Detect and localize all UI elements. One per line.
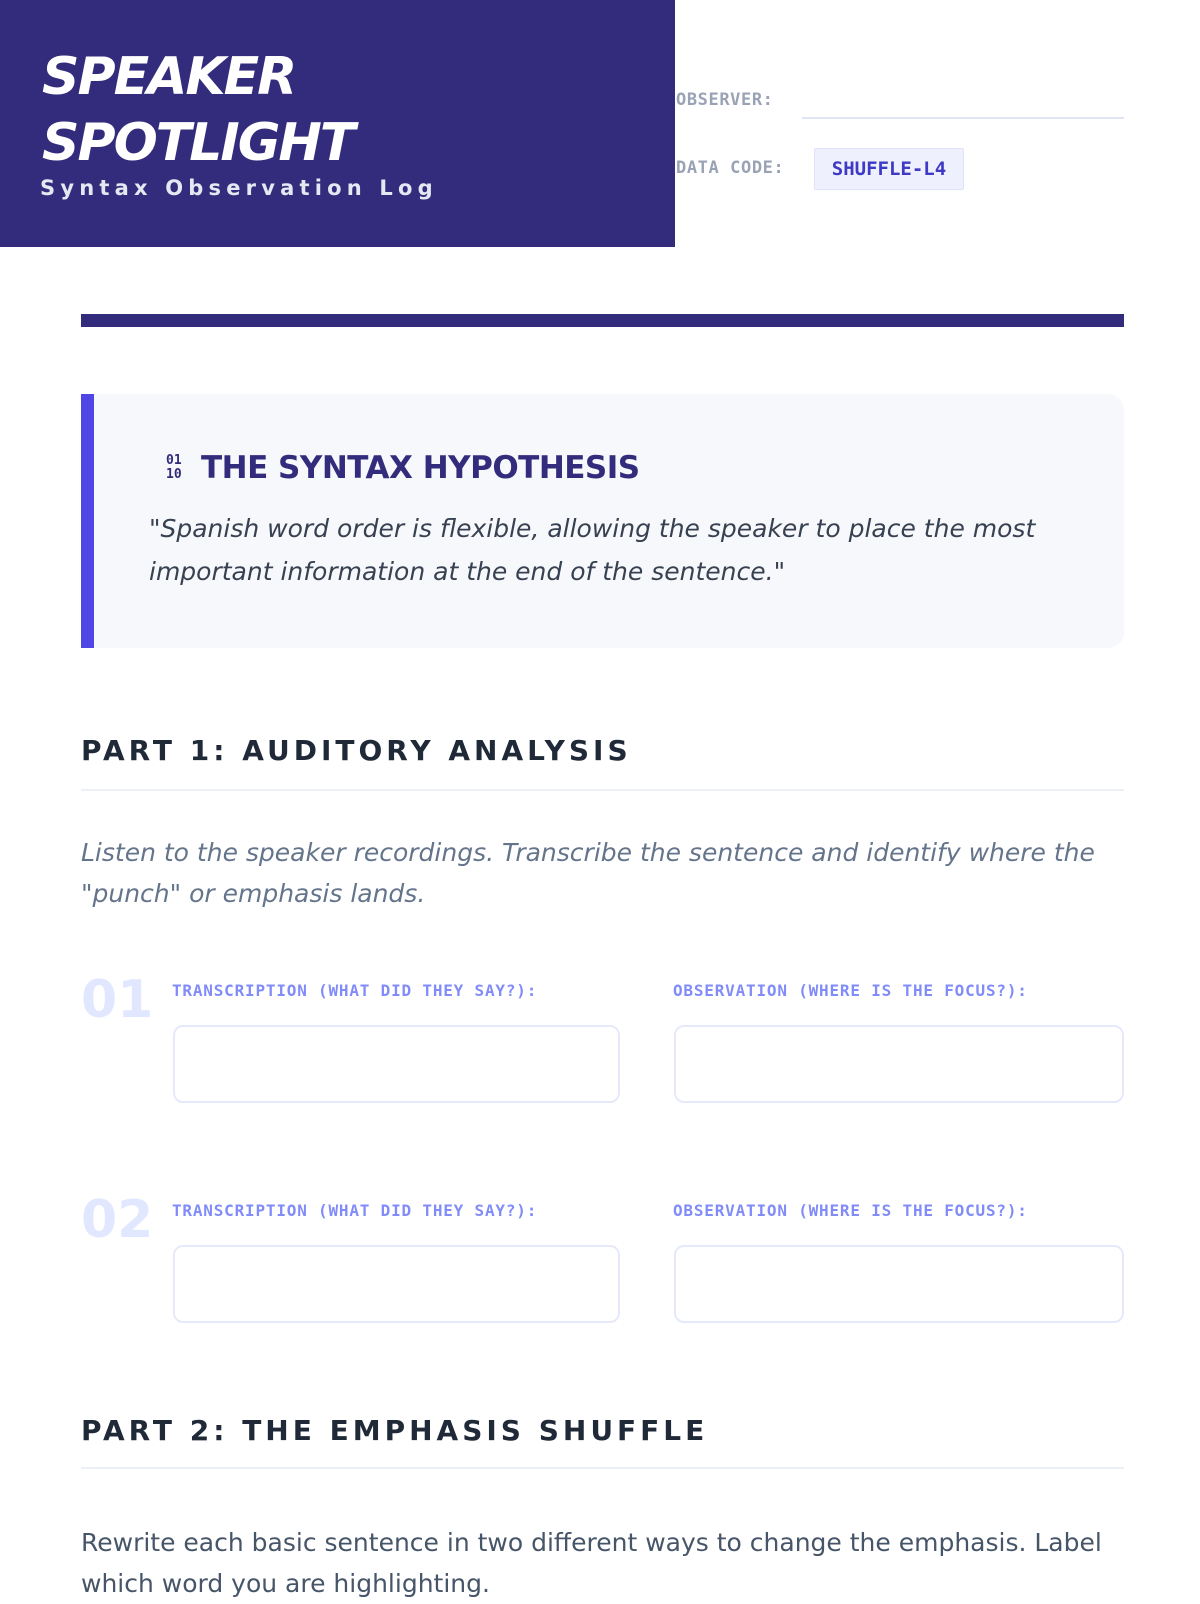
entry-row-02 — [81, 1190, 1124, 1340]
page-title: SPEAKER SPOTLIGHT — [42, 47, 354, 173]
data-code-badge: SHUFFLE-L4 — [814, 148, 964, 190]
observer-label: OBSERVER: — [676, 90, 774, 110]
header-divider — [81, 314, 1124, 327]
entry-number: 02 — [81, 1190, 154, 1250]
transcription-label: TRANSCRIPTION (WHAT DID THEY SAY?): — [172, 981, 538, 1000]
observer-field[interactable] — [802, 117, 1124, 119]
observation-label: OBSERVATION (WHERE IS THE FOCUS?): — [673, 1201, 1028, 1220]
part2-heading: PART 2: THE EMPHASIS SHUFFLE — [81, 1414, 709, 1447]
observation-field[interactable] — [674, 1025, 1124, 1103]
part2-divider — [81, 1467, 1124, 1469]
transcription-field[interactable] — [173, 1245, 620, 1323]
part1-instructions: Listen to the speaker recordings. Transcribe the sentence and identify where the "punch" or emphasis lands. — [81, 838, 1095, 908]
transcription-label: TRANSCRIPTION (WHAT DID THEY SAY?): — [172, 1201, 538, 1220]
observation-label: OBSERVATION (WHERE IS THE FOCUS?): — [673, 981, 1028, 1000]
page-subtitle: Syntax Observation Log — [40, 176, 438, 200]
data-code-label: DATA CODE: — [676, 158, 785, 178]
part1-heading: PART 1: AUDITORY ANALYSIS — [81, 734, 632, 767]
observation-field[interactable] — [674, 1245, 1124, 1323]
entry-number: 01 — [81, 970, 154, 1030]
hypothesis-title: THE SYNTAX HYPOTHESIS — [201, 450, 640, 486]
hypothesis-callout — [81, 394, 1124, 648]
transcription-field[interactable] — [173, 1025, 620, 1103]
part1-divider — [81, 789, 1124, 791]
binary-code-icon: 01 10 — [166, 453, 182, 482]
part2-instructions: Rewrite each basic sentence in two different ways to change the emphasis. Label which word you are highlighting. — [81, 1528, 1102, 1598]
entry-row-01 — [81, 970, 1124, 1120]
header-banner — [0, 0, 675, 247]
hypothesis-quote: "Spanish word order is flexible, allowing the speaker to place the most important information at the end of the sentence." — [149, 514, 1036, 586]
